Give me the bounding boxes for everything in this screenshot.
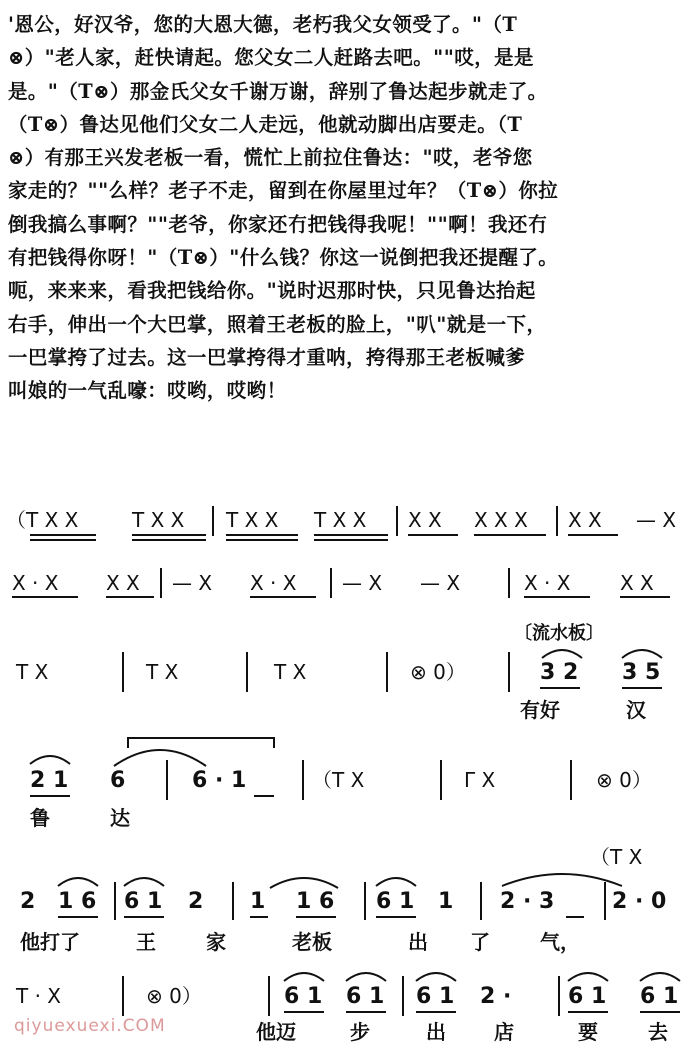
barline [570, 760, 572, 800]
r5-note-7: 6 1 [376, 889, 415, 914]
barline [440, 760, 442, 800]
underline [376, 916, 416, 918]
underline [568, 534, 618, 536]
barline [166, 760, 168, 800]
r5-note-9: 2 · 3 [500, 889, 555, 914]
underline [622, 687, 662, 689]
r3-note-1: 3 2 [540, 660, 579, 685]
underline [226, 539, 298, 541]
r6-lyric-4: 店 [494, 1020, 514, 1044]
underline [640, 1011, 680, 1013]
r4-note-2: 6 [110, 768, 126, 793]
underline [250, 916, 268, 918]
r4-rest-2: Γ X [464, 768, 496, 792]
r1-group-6: X X X [474, 508, 528, 532]
underline [12, 596, 78, 598]
r2-group-8: X X [620, 571, 654, 595]
underline [124, 916, 164, 918]
r5-lyric-2: 王 [136, 930, 156, 954]
r6-note-4: 2 · [480, 984, 512, 1009]
underline [30, 795, 70, 797]
r1-group-4: T X X [314, 508, 367, 532]
underline [416, 1011, 456, 1013]
r6-lyric-6: 去 [648, 1020, 668, 1044]
barline [480, 882, 482, 920]
r6-note-1: 6 1 [284, 984, 323, 1009]
r5-note-4: 2 [188, 889, 204, 914]
r3-group-3: T X [274, 660, 307, 684]
barline [122, 652, 124, 692]
r2-group-1: X · X [12, 571, 59, 595]
underline [566, 916, 584, 918]
barline [558, 976, 560, 1016]
r5-note-3: 6 1 [124, 889, 163, 914]
barline [122, 976, 124, 1016]
r5-note-10: 2 · 0 [612, 889, 667, 914]
slur [414, 967, 458, 983]
r4-note-1: 2 1 [30, 768, 69, 793]
prose-line-9: 呃，来来来，看我把钱给你。"说时迟那时快，只见鲁达抬起 [8, 279, 536, 303]
r5-lyric-4: 老板 [292, 930, 332, 954]
prose-line-12: 叫娘的一气乱嚎：哎哟，哎哟！ [8, 379, 287, 403]
phrase-bracket [126, 736, 276, 750]
tie [500, 868, 624, 888]
r2-group-4: X · X [250, 571, 297, 595]
r4-rest-1: （T X [312, 768, 365, 792]
r5-lyric-5: 出 [408, 930, 428, 954]
underline [284, 1011, 324, 1013]
barline [508, 652, 510, 692]
underline [620, 596, 670, 598]
barline [114, 882, 116, 920]
r5-lyric-1: 他打了 [20, 930, 80, 954]
prose-line-2: ⊗）"老人家，赶快请起。您父女二人赶路去吧。""哎，是是 [8, 46, 534, 70]
r6-rest-2: ⊗ 0） [146, 984, 202, 1008]
underline [250, 596, 316, 598]
r3-note-2: 3 5 [622, 660, 661, 685]
r5-note-6: 1 6 [296, 889, 335, 914]
r5-note-1: 2 [20, 889, 36, 914]
barline [364, 882, 366, 920]
underline [132, 534, 206, 536]
underline [30, 534, 96, 536]
barline [402, 976, 404, 1016]
r4-lyric-1: 鲁 [30, 806, 50, 830]
r3-lyric-2: 汉 [626, 698, 646, 722]
underline [408, 534, 458, 536]
slur [56, 872, 100, 888]
watermark: qiyuexuexi.COM [14, 1016, 166, 1036]
slur [28, 750, 72, 766]
r3-group-2: T X [146, 660, 179, 684]
r2-group-7: X · X [524, 571, 571, 595]
underline [314, 539, 388, 541]
r3-group-1: T X [16, 660, 49, 684]
underline [296, 916, 336, 918]
slur [268, 872, 340, 890]
r1-group-8: — X [636, 508, 677, 532]
r5-lyric-3: 家 [206, 930, 226, 954]
r4-rest-3: ⊗ 0） [596, 768, 652, 792]
r6-lyric-2: 步 [350, 1020, 370, 1044]
r1-group-2: T X X [132, 508, 185, 532]
tempo-label: 〔流水板〕 [514, 623, 604, 644]
underline [132, 539, 206, 541]
barline [212, 506, 214, 536]
barline [160, 568, 162, 598]
r1-group-1: （T X X [6, 508, 79, 532]
slur [122, 872, 166, 888]
barline [302, 760, 304, 800]
underline [58, 916, 98, 918]
underline [106, 596, 154, 598]
barline [268, 976, 270, 1016]
prose-line-11: 一巴掌挎了过去。这一巴掌挎得才重呐，挎得那王老板喊爹 [8, 345, 526, 369]
r1-group-7: X X [568, 508, 602, 532]
prose-line-5: ⊗）有那王兴发老板一看，慌忙上前拉住鲁达："哎，老爷您 [8, 146, 533, 170]
barline [508, 568, 510, 598]
r4-note-3: 6 · 1 [192, 768, 247, 793]
r6-lyric-1: 他迈 [256, 1020, 296, 1044]
prose-line-3: 是。"（T⊗）那金氏父女千谢万谢，辞别了鲁达起步就走了。 [8, 79, 548, 103]
underline [540, 687, 580, 689]
barline [396, 506, 398, 536]
barline [232, 882, 234, 920]
r1-group-5: X X [408, 508, 442, 532]
slur [344, 967, 388, 983]
r4-lyric-2: 达 [110, 806, 130, 830]
barline [604, 882, 606, 920]
r5-lyric-6: 了 [470, 930, 490, 954]
prose-line-7: 倒我搞么事啊？""老爷，你家还冇把钱得我呢！""啊！我还冇 [8, 212, 548, 236]
underline [474, 534, 546, 536]
tie [112, 740, 208, 768]
r2-group-3: — X [172, 571, 213, 595]
underline [30, 539, 96, 541]
prose-line-8: 有把钱得你呀！"（T⊗）"什么钱？你这一说倒把我还提醒了。 [8, 246, 559, 270]
slur [540, 644, 584, 660]
prose-line-1: '恩公，好汉爷，您的大恩大德，老朽我父女领受了。"（T [8, 13, 518, 36]
r3-lyric-1: 有好 [520, 698, 560, 722]
r6-note-2: 6 1 [346, 984, 385, 1009]
barline [330, 568, 332, 598]
slur [566, 967, 610, 983]
r6-rest-1: T · X [16, 984, 61, 1008]
r5-lyric-7: 气， [540, 930, 580, 954]
barline [556, 506, 558, 536]
prose-line-4: （T⊗）鲁达见他们父女二人走远，他就动脚出店要走。（T [8, 112, 523, 136]
r5-note-8: 1 [438, 889, 454, 914]
barline [386, 652, 388, 692]
barline [246, 652, 248, 692]
underline [254, 795, 274, 797]
underline [524, 596, 590, 598]
slur [282, 967, 326, 983]
r5-note-2: 1 6 [58, 889, 97, 914]
r2-group-5: — X [342, 571, 383, 595]
underline [346, 1011, 386, 1013]
slur [374, 872, 418, 888]
prose-line-6: 家走的？""么样？老子不走，留到在你屋里过年？（T⊗）你拉 [8, 179, 559, 203]
r1-group-3: T X X [226, 508, 279, 532]
r5-prefix: （T X [590, 845, 643, 869]
underline [314, 534, 388, 536]
r6-note-6: 6 1 [640, 984, 679, 1009]
r6-note-3: 6 1 [416, 984, 455, 1009]
r5-note-5: 1 [250, 889, 266, 914]
narration-text [8, 8, 692, 408]
r3-group-4: ⊗ 0） [410, 660, 466, 684]
slur [638, 967, 682, 983]
r6-lyric-5: 要 [578, 1020, 598, 1044]
r6-lyric-3: 出 [426, 1020, 446, 1044]
r2-group-6: — X [420, 571, 461, 595]
r6-note-5: 6 1 [568, 984, 607, 1009]
prose-line-10: 右手，伸出一个大巴掌，照着王老板的脸上，"叭"就是一下， [8, 312, 547, 336]
r2-group-2: X X [106, 571, 140, 595]
underline [226, 534, 298, 536]
underline [568, 1011, 608, 1013]
slur [620, 644, 664, 660]
